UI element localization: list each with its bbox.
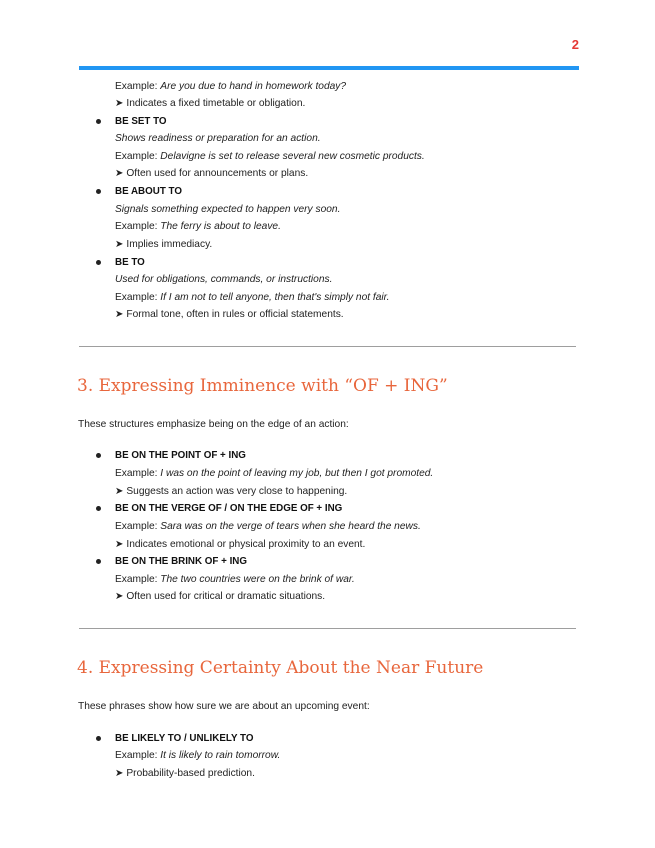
section-3-title: 3. Expressing Imminence with “OF + ING” (77, 376, 448, 396)
example-likely-to: Example: It is likely to rain tomorrow. (115, 750, 281, 761)
bullet-dot (96, 506, 101, 511)
term-brink-of: BE ON THE BRINK OF + ING (115, 556, 247, 567)
section-divider (79, 628, 576, 629)
note-likely-to: ➤ Probability-based prediction. (115, 768, 255, 779)
definition-be-set-to: Shows readiness or preparation for an action. (115, 133, 321, 144)
note-brink-of: ➤ Often used for critical or dramatic situations. (115, 591, 326, 602)
lead-example-line: Example: Are you due to hand in homework today? (115, 81, 347, 92)
example-point-of: Example: I was on the point of leaving my job, but then I got promoted. (115, 468, 434, 479)
note-be-about-to: ➤ Implies immediacy. (115, 239, 213, 250)
term-be-to: BE TO (115, 257, 145, 268)
note-verge-of: ➤ Indicates emotional or physical proximity to an event. (115, 539, 366, 550)
bullet-dot (96, 736, 101, 741)
bullet-dot (96, 119, 101, 124)
example-be-set-to: Example: Delavigne is set to release several new cosmetic products. (115, 151, 425, 162)
term-point-of: BE ON THE POINT OF + ING (115, 450, 246, 461)
definition-be-to: Used for obligations, commands, or instructions. (115, 274, 333, 285)
section-divider (79, 346, 576, 347)
page-number: 2 (571, 37, 579, 52)
term-verge-of: BE ON THE VERGE OF / ON THE EDGE OF + ING (115, 503, 343, 514)
example-verge-of: Example: Sara was on the verge of tears when she heard the news. (115, 521, 421, 532)
note-be-to: ➤ Formal tone, often in rules or official statements. (115, 309, 344, 320)
example-brink-of: Example: The two countries were on the brink of war. (115, 574, 355, 585)
example-be-to: Example: If I am not to tell anyone, then that's simply not fair. (115, 292, 390, 303)
bullet-dot (96, 559, 101, 564)
section-4-intro: These phrases show how sure we are about an upcoming event: (78, 701, 370, 712)
term-be-set-to: BE SET TO (115, 116, 167, 127)
section-4-title: 4. Expressing Certainty About the Near Future (77, 658, 484, 678)
lead-note-line: ➤ Indicates a fixed timetable or obligation. (115, 98, 306, 109)
note-point-of: ➤ Suggests an action was very close to happening. (115, 486, 348, 497)
lead-example-text: Are you due to hand in homework today? (160, 81, 347, 92)
example-be-about-to: Example: The ferry is about to leave. (115, 221, 281, 232)
note-be-set-to: ➤ Often used for announcements or plans. (115, 168, 309, 179)
bullet-dot (96, 453, 101, 458)
term-likely-to: BE LIKELY TO / UNLIKELY TO (115, 733, 254, 744)
bullet-dot (96, 260, 101, 265)
header-rule (79, 66, 579, 70)
bullet-dot (96, 189, 101, 194)
section-3-intro: These structures emphasize being on the edge of an action: (78, 419, 349, 430)
lead-note-text: Indicates a fixed timetable or obligation. (126, 98, 306, 109)
definition-be-about-to: Signals something expected to happen very soon. (115, 204, 341, 215)
term-be-about-to: BE ABOUT TO (115, 186, 182, 197)
